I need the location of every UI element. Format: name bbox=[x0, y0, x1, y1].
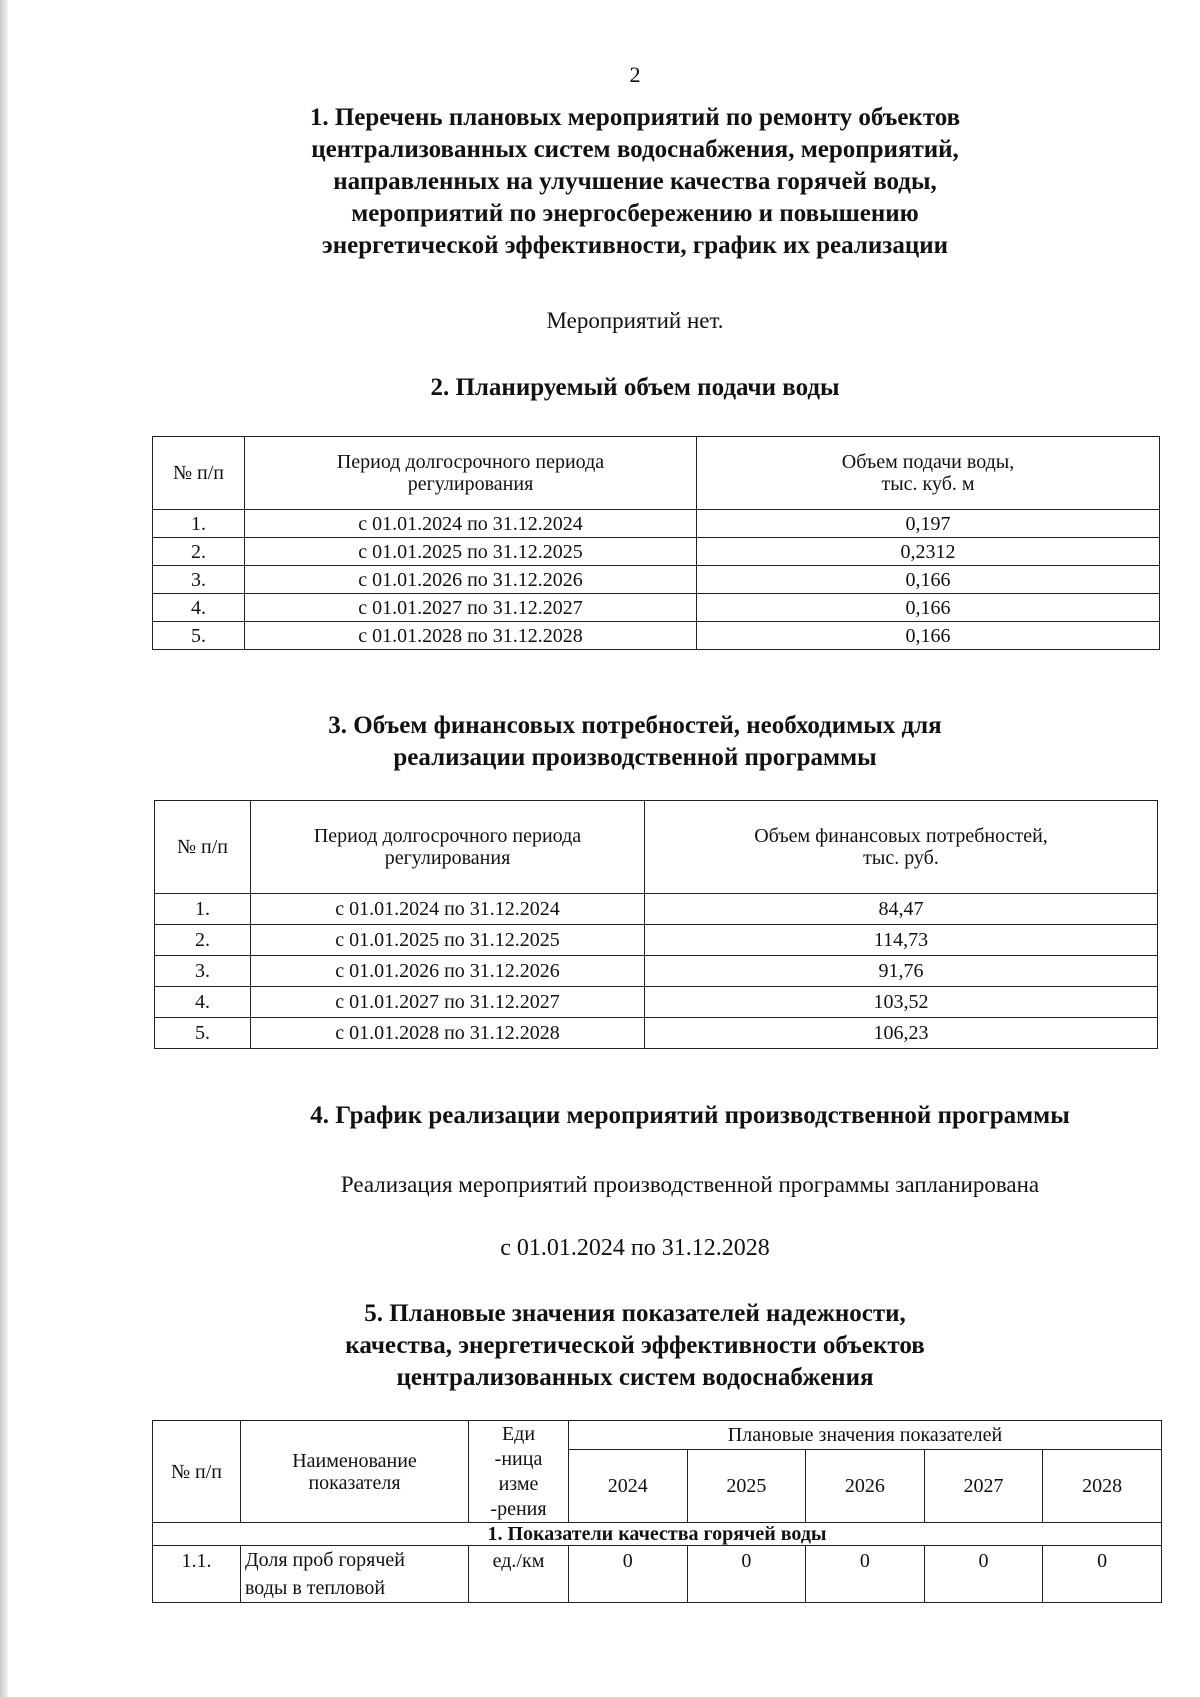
header-value bbox=[645, 801, 1158, 894]
row-period: с 01.01.2027 по 31.12.2027 bbox=[251, 987, 645, 1018]
header-name-line: показателя bbox=[308, 1471, 401, 1494]
section3-title-line: 3. Объем финансовых потребностей, необходимых для bbox=[328, 712, 942, 739]
row-num: 4. bbox=[155, 987, 251, 1018]
row-value: 106,23 bbox=[645, 1018, 1158, 1049]
table-header-row bbox=[155, 801, 1158, 894]
header-unit bbox=[469, 1421, 569, 1523]
section4-text-line2: с 01.01.2024 по 31.12.2028 bbox=[500, 1235, 770, 1261]
header-year: 2028 bbox=[1043, 1450, 1162, 1523]
row-period: с 01.01.2026 по 31.12.2026 bbox=[245, 566, 697, 594]
header-period-line: Период долгосрочного периода bbox=[313, 825, 582, 847]
indicators-table bbox=[152, 1420, 1162, 1603]
header-name bbox=[241, 1421, 469, 1523]
header-year: 2027 bbox=[924, 1450, 1043, 1523]
header-period-line: регулирования bbox=[384, 847, 511, 869]
water-volume-table bbox=[152, 436, 1160, 650]
row-num: 1.1. bbox=[153, 1546, 241, 1603]
table-row bbox=[155, 1018, 1158, 1049]
header-period-line: Период долгосрочного периода bbox=[336, 451, 605, 473]
section4-text-line1: Реализация мероприятий производственной программы запланирована bbox=[340, 1172, 1040, 1197]
section1-title-line: мероприятий по энергосбережению и повышению bbox=[351, 200, 919, 227]
row-num: 2. bbox=[153, 538, 245, 566]
row-num: 5. bbox=[155, 1018, 251, 1049]
section3-title bbox=[0, 710, 1200, 774]
header-planned: Плановые значения показателей bbox=[569, 1421, 1162, 1450]
header-unit-line: Еди bbox=[501, 1422, 536, 1445]
row-period: с 01.01.2028 по 31.12.2028 bbox=[245, 622, 697, 650]
row-unit: ед./км bbox=[469, 1546, 569, 1603]
row-value: 84,47 bbox=[645, 894, 1158, 925]
header-year: 2024 bbox=[569, 1450, 688, 1523]
table-row bbox=[155, 894, 1158, 925]
header-value-line: Объем подачи воды, bbox=[841, 451, 1015, 473]
row-name bbox=[241, 1546, 469, 1603]
table-header-row bbox=[153, 1421, 1162, 1450]
header-unit-line: изме bbox=[498, 1472, 539, 1495]
table-row bbox=[153, 594, 1160, 622]
row-num: 1. bbox=[155, 894, 251, 925]
group-row bbox=[153, 1523, 1162, 1546]
row-period: с 01.01.2024 по 31.12.2024 bbox=[251, 894, 645, 925]
section1-title-line: энергетической эффективности, график их реализации bbox=[321, 232, 949, 259]
row-value: 0,166 bbox=[697, 566, 1160, 594]
row-period: с 01.01.2026 по 31.12.2026 bbox=[251, 956, 645, 987]
header-value-line: тыс. руб. bbox=[863, 847, 939, 869]
row-value: 91,76 bbox=[645, 956, 1158, 987]
table-row bbox=[153, 538, 1160, 566]
section4-title: 4. График реализации мероприятий производственной программы bbox=[310, 1102, 1070, 1129]
section5-title-line: централизованных систем водоснабжения bbox=[396, 1364, 874, 1391]
section1-title-line: 1. Перечень плановых мероприятий по ремонту объектов bbox=[309, 104, 961, 131]
row-value: 0,166 bbox=[697, 622, 1160, 650]
section3-title-line: реализации производственной программы bbox=[393, 744, 877, 771]
section1-note: Мероприятий нет. bbox=[546, 308, 724, 333]
row-value: 0 bbox=[687, 1546, 806, 1603]
header-name-line: Наименование bbox=[292, 1449, 417, 1472]
table-row bbox=[155, 925, 1158, 956]
row-period: с 01.01.2024 по 31.12.2024 bbox=[245, 510, 697, 538]
header-period-line: регулирования bbox=[407, 473, 534, 495]
header-value-line: Объем финансовых потребностей, bbox=[754, 825, 1048, 847]
header-period bbox=[245, 437, 697, 510]
row-value: 103,52 bbox=[645, 987, 1158, 1018]
header-year: 2025 bbox=[687, 1450, 806, 1523]
section1-title-line: направленных на улучшение качества горячей воды, bbox=[333, 168, 937, 195]
row-value: 0 bbox=[924, 1546, 1043, 1603]
financial-needs-table bbox=[154, 800, 1158, 1049]
section5-title-line: 5. Плановые значения показателей надежности, bbox=[364, 1300, 906, 1327]
row-name-line: Доля проб горячей bbox=[245, 1549, 405, 1571]
page-number: 2 bbox=[629, 62, 641, 87]
row-num: 3. bbox=[153, 566, 245, 594]
section1-title-line: централизованных систем водоснабжения, мероприятий, bbox=[311, 136, 959, 163]
header-num: № п/п bbox=[155, 801, 251, 894]
row-period: с 01.01.2027 по 31.12.2027 bbox=[245, 594, 697, 622]
table-row bbox=[153, 622, 1160, 650]
table-row bbox=[153, 1546, 1162, 1603]
row-value: 0,166 bbox=[697, 594, 1160, 622]
row-num: 2. bbox=[155, 925, 251, 956]
section5-title bbox=[0, 1298, 1200, 1394]
header-value-line: тыс. куб. м bbox=[881, 473, 975, 495]
section5-title-line: качества, энергетической эффективности объектов bbox=[345, 1332, 925, 1359]
header-unit-line: -ница bbox=[494, 1447, 543, 1470]
row-period: с 01.01.2025 по 31.12.2025 bbox=[245, 538, 697, 566]
row-value: 0,2312 bbox=[697, 538, 1160, 566]
row-period: с 01.01.2028 по 31.12.2028 bbox=[251, 1018, 645, 1049]
header-value bbox=[697, 437, 1160, 510]
header-num: № п/п bbox=[153, 437, 245, 510]
row-value: 0 bbox=[569, 1546, 688, 1603]
row-num: 3. bbox=[155, 956, 251, 987]
table-header-row bbox=[153, 437, 1160, 510]
header-num: № п/п bbox=[153, 1421, 241, 1523]
table-row bbox=[153, 510, 1160, 538]
header-unit-line: -рения bbox=[490, 1497, 547, 1520]
table-row bbox=[153, 566, 1160, 594]
row-value: 0,197 bbox=[697, 510, 1160, 538]
row-num: 1. bbox=[153, 510, 245, 538]
header-period bbox=[251, 801, 645, 894]
section2-title: 2. Планируемый объем подачи воды bbox=[430, 374, 840, 401]
row-name-line: воды в тепловой bbox=[245, 1577, 386, 1599]
row-value: 0 bbox=[806, 1546, 925, 1603]
table-row bbox=[155, 987, 1158, 1018]
row-num: 4. bbox=[153, 594, 245, 622]
table-row bbox=[155, 956, 1158, 987]
row-value: 0 bbox=[1043, 1546, 1162, 1603]
row-num: 5. bbox=[153, 622, 245, 650]
row-period: с 01.01.2025 по 31.12.2025 bbox=[251, 925, 645, 956]
group-row-label: 1. Показатели качества горячей воды bbox=[153, 1523, 1162, 1546]
header-year: 2026 bbox=[806, 1450, 925, 1523]
section1-title bbox=[0, 102, 1200, 262]
row-value: 114,73 bbox=[645, 925, 1158, 956]
